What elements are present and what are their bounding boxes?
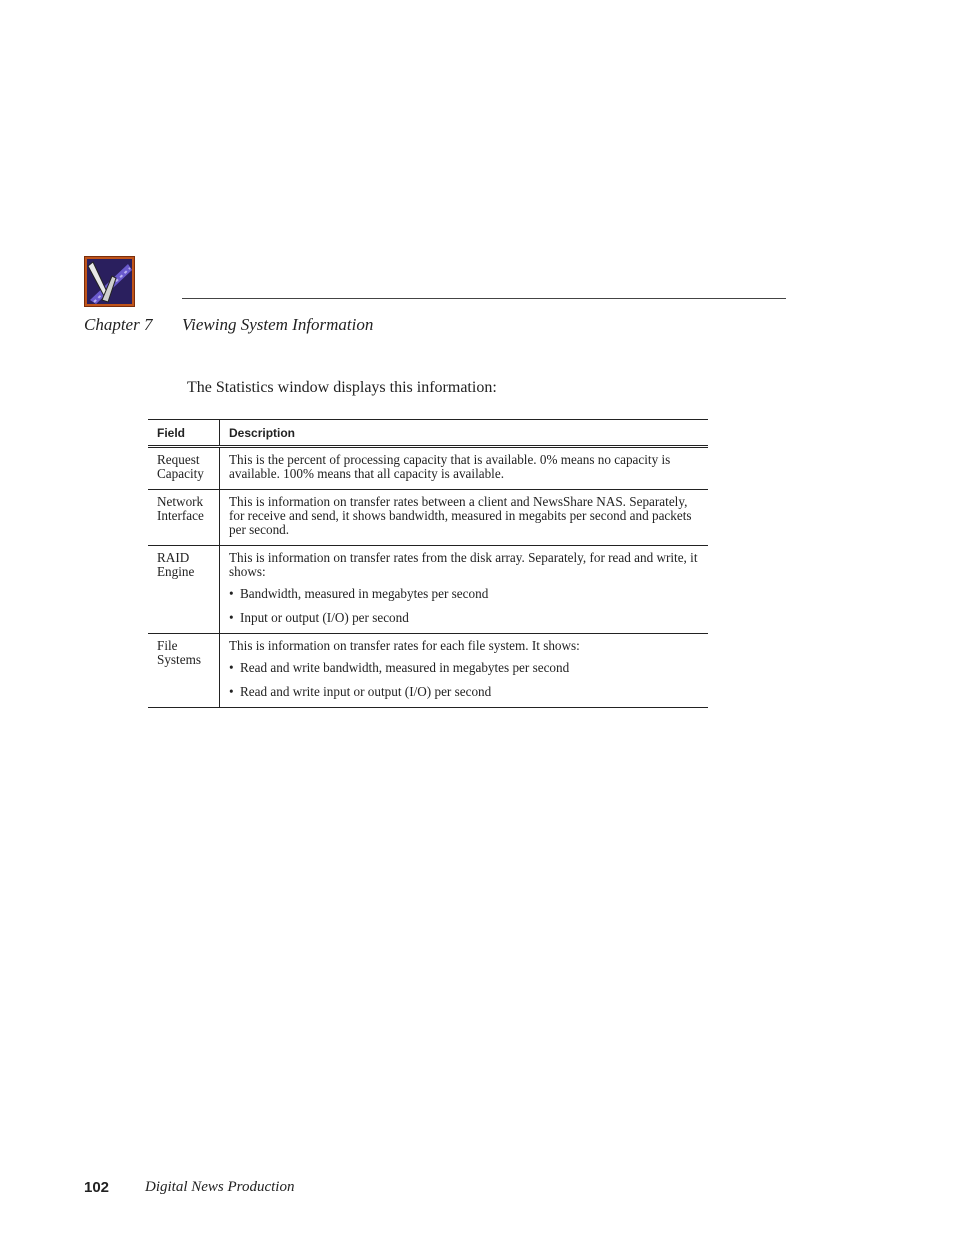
description-text: This is information on transfer rates for each file system. It shows:: [229, 638, 580, 653]
bullet-item: • Input or output (I/O) per second: [229, 611, 700, 625]
description-text: This is the percent of processing capacity that is available. 0% means no capacity is available. 100% means that all capacity is available.: [229, 452, 671, 481]
page-number: 102: [84, 1179, 110, 1196]
description-text: This is information on transfer rates between a client and NewsShare NAS. Separately, for receive and send, it shows bandwidth, measured in megabits per second and packets per second.: [229, 494, 692, 537]
field-cell: File Systems: [148, 634, 220, 708]
table-row: [148, 546, 708, 634]
bullet-list: [229, 661, 700, 699]
bullet-item: • Bandwidth, measured in megabytes per second: [229, 587, 700, 601]
table-header-row: [148, 420, 708, 447]
chapter-title: Viewing System Information: [182, 315, 374, 334]
field-cell: Request Capacity: [148, 447, 220, 490]
book-title: Digital News Production: [145, 1179, 295, 1195]
description-cell: [220, 447, 709, 490]
chapter-label: Chapter 7: [84, 315, 153, 334]
table-row: [148, 634, 708, 708]
intro-text: The Statistics window displays this information:: [187, 379, 497, 396]
description-text: This is information on transfer rates from the disk array. Separately, for read and write, it shows:: [229, 550, 698, 579]
statistics-table: [148, 419, 708, 708]
description-cell: [220, 490, 709, 546]
column-header-description: Description: [220, 420, 709, 447]
bullet-list: [229, 587, 700, 625]
table-row: [148, 490, 708, 546]
header-rule: [182, 298, 786, 299]
field-cell: RAID Engine: [148, 546, 220, 634]
film-clapper-logo-icon: [84, 256, 135, 307]
description-cell: [220, 634, 709, 708]
bullet-item: • Read and write bandwidth, measured in megabytes per second: [229, 661, 700, 675]
column-header-field: Field: [148, 420, 220, 447]
bullet-item: • Read and write input or output (I/O) per second: [229, 685, 700, 699]
chapter-heading: [84, 315, 373, 335]
table-row: [148, 447, 708, 490]
description-cell: [220, 546, 709, 634]
field-cell: Network Interface: [148, 490, 220, 546]
